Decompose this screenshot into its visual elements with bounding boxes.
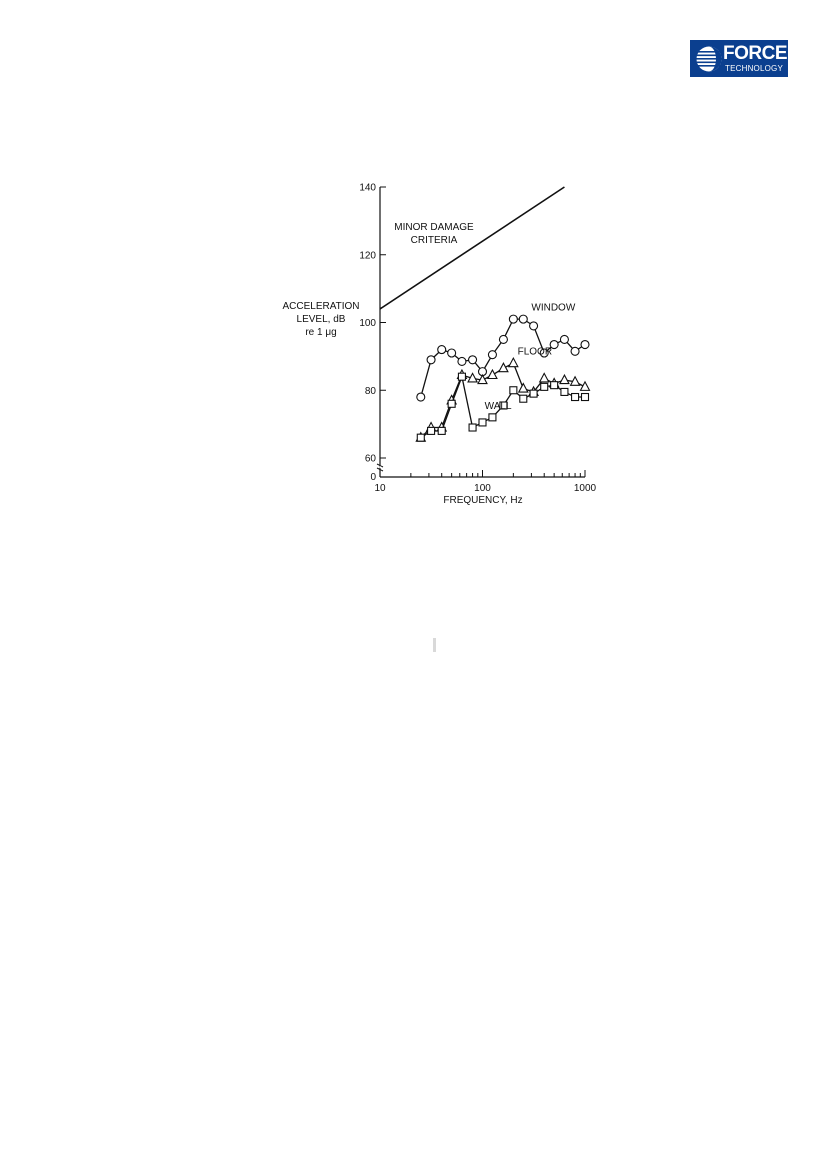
acceleration-frequency-chart (270, 170, 630, 515)
wall-point (530, 390, 537, 397)
y-axis-label-line-2: LEVEL, dB (296, 314, 346, 325)
window-point (469, 356, 477, 364)
floor-point (581, 382, 590, 391)
minor-damage-annotation-line-2: CRITERIA (410, 235, 458, 246)
floor-point (560, 375, 569, 384)
logo-brand-text: FORCE (723, 43, 787, 64)
window-point (448, 349, 456, 357)
floor-point (488, 370, 497, 379)
y-tick-label: 120 (359, 250, 376, 262)
floor-series-label: FLOOR (517, 346, 553, 358)
wall-point (479, 419, 486, 426)
wall-point (438, 427, 445, 434)
x-tick-label: 10 (374, 483, 386, 494)
x-tick-label: 100 (474, 483, 491, 494)
y-tick-label: 100 (359, 318, 376, 329)
force-globe-icon (695, 45, 723, 73)
x-tick-label: 1000 (573, 483, 597, 494)
window-point (560, 335, 568, 343)
wall-point (448, 400, 455, 407)
wall-point (458, 373, 465, 380)
window-point (530, 322, 538, 330)
wall-point (572, 394, 579, 401)
wall-point (489, 414, 496, 421)
page-mark (433, 638, 436, 652)
wall-point (417, 434, 424, 441)
wall-point (561, 388, 568, 395)
window-point (427, 356, 435, 364)
y-axis-label-line-3: re 1 μg (305, 327, 337, 338)
wall-series-label: WALL (484, 400, 512, 412)
window-point (458, 357, 466, 365)
minor-damage-annotation-line-1: MINOR DAMAGE (394, 222, 474, 233)
y-axis-label-line-1: ACCELERATION (282, 301, 360, 312)
window-series-label: WINDOW (531, 302, 576, 314)
floor-point (540, 373, 549, 382)
y-tick-label: 140 (359, 182, 376, 194)
window-point (438, 346, 446, 354)
minor-damage-criteria-line (380, 187, 564, 309)
window-point (519, 315, 527, 323)
window-point (571, 347, 579, 355)
window-point (509, 315, 517, 323)
logo-sub-text: TECHNOLOGY (725, 64, 784, 73)
floor-point (509, 358, 518, 367)
force-technology-logo (690, 40, 788, 77)
window-point (499, 335, 507, 343)
floor-point (519, 384, 528, 393)
y-tick-label: 80 (364, 385, 376, 397)
window-point (417, 393, 425, 401)
window-line (421, 319, 585, 397)
wall-point (541, 383, 548, 390)
x-axis-label: FREQUENCY, Hz (443, 495, 523, 506)
wall-point (520, 395, 527, 402)
floor-point (499, 363, 508, 372)
window-point (581, 341, 589, 349)
wall-point (510, 387, 517, 394)
wall-point (582, 394, 589, 401)
y-tick-label: 60 (364, 453, 376, 465)
wall-point (551, 382, 558, 389)
wall-point (469, 424, 476, 431)
window-point (488, 351, 496, 359)
y-tick-label: 0 (370, 472, 376, 483)
wall-point (428, 427, 435, 434)
